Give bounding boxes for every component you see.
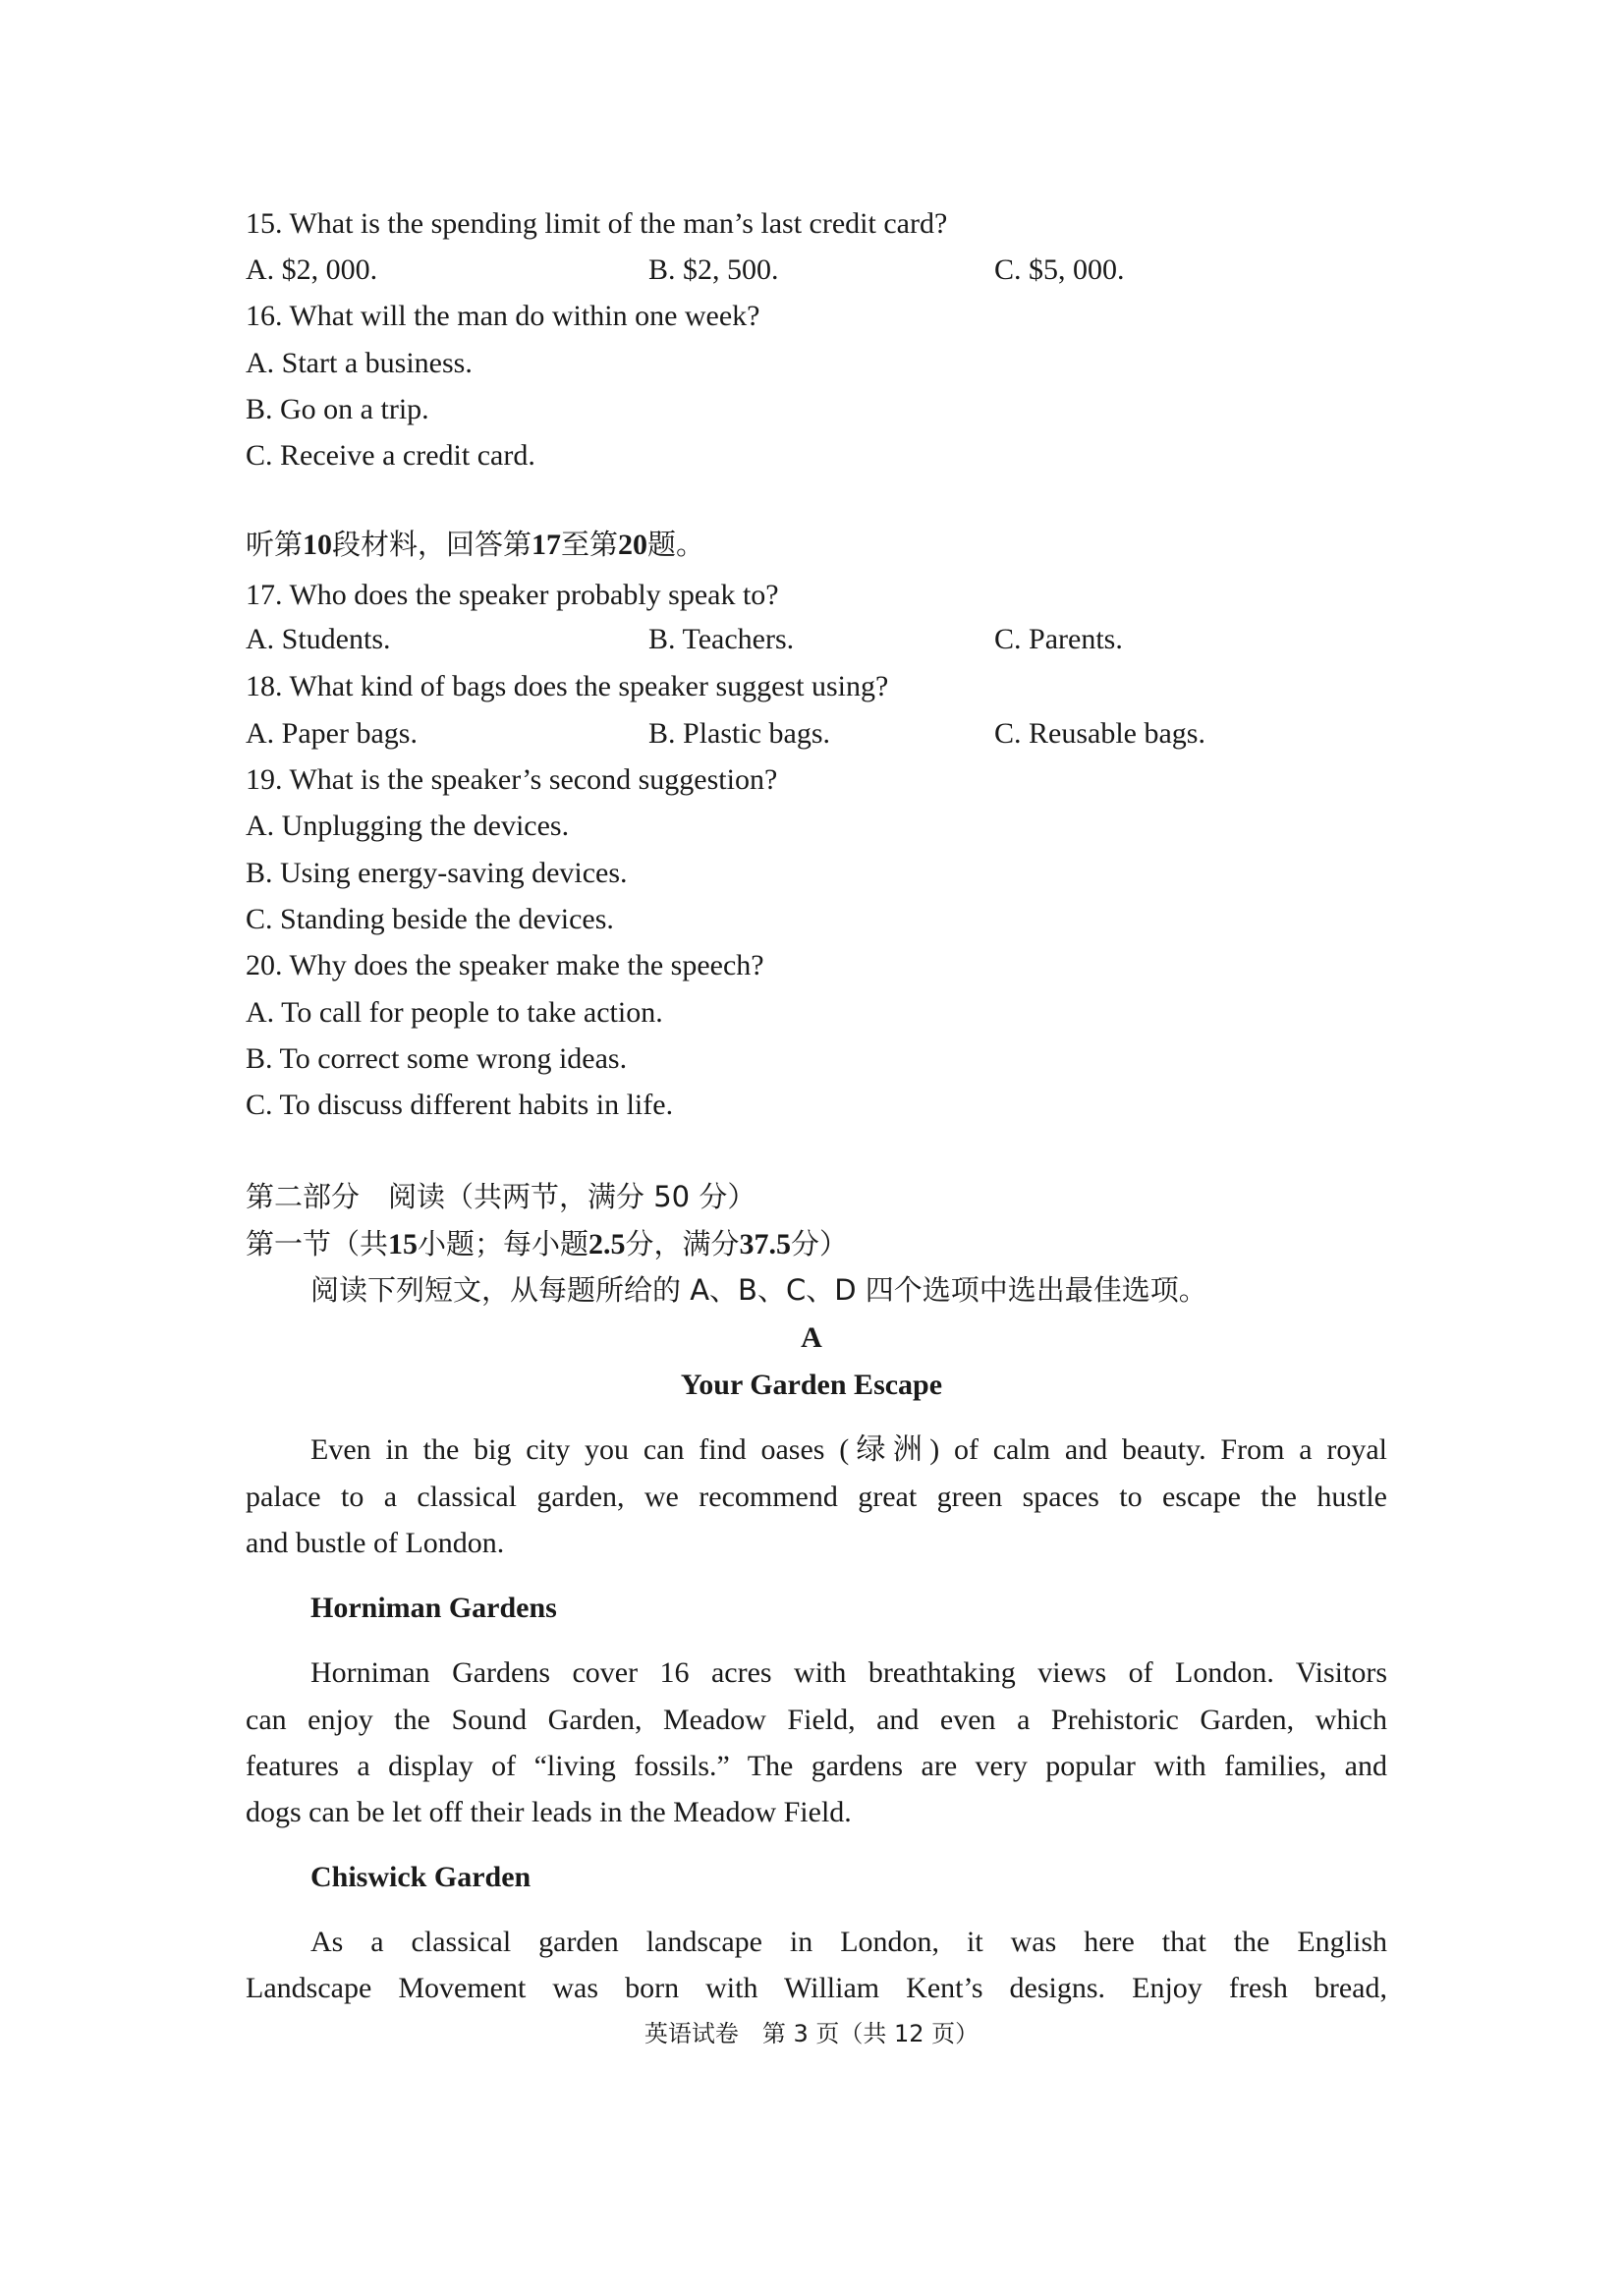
chiswick-heading: Chiswick Garden [310,1861,532,1893]
heading-text: 至第 [561,528,619,561]
section-10-heading [246,527,704,563]
heading-number: 20 [618,529,648,561]
heading-text: 题。 [647,528,705,561]
q18-option-c: C. Reusable bags. [994,717,1205,750]
q19-option-b: B. Using energy-saving devices. [246,857,628,889]
heading-text: 小题；每小题 [418,1227,589,1260]
intro-line-3: and bustle of London. [246,1527,505,1559]
horniman-line-2: can enjoy the Sound Garden, Meadow Field, and even a Prehistoric Garden, which [246,1704,1387,1736]
question-20: 20. Why does the speaker make the speech? [246,949,764,981]
part-two-heading: 第二部分 阅读（共两节，满分 50 分） [246,1180,756,1213]
heading-number: 10 [303,529,333,561]
q20-option-c: C. To discuss different habits in life. [246,1089,674,1121]
heading-text: 分） [791,1227,849,1260]
q18-option-a: A. Paper bags. [246,717,418,750]
q18-option-b: B. Plastic bags. [648,717,830,750]
q15-option-a: A. $2, 000. [246,253,378,286]
q16-option-c: C. Receive a credit card. [246,439,535,472]
heading-text: 段材料，回答第 [332,528,532,561]
q16-option-b: B. Go on a trip. [246,393,429,425]
horniman-line-1: Horniman Gardens cover 16 acres with breathtaking views of London. Visitors [310,1656,1387,1689]
heading-text: 分，满分 [625,1227,740,1260]
passage-letter: A [801,1321,822,1354]
chiswick-line-1: As a classical garden landscape in London, it was here that the English [310,1926,1387,1958]
heading-number: 17 [532,529,562,561]
chiswick-line-2: Landscape Movement was born with William Kent’s designs. Enjoy fresh bread, [246,1972,1387,2004]
question-17: 17. Who does the speaker probably speak to? [246,579,779,611]
q17-option-b: B. Teachers. [648,623,795,655]
q19-option-c: C. Standing beside the devices. [246,903,614,935]
page-footer: 英语试卷 第 3 页（共 12 页） [644,2020,979,2047]
q17-option-c: C. Parents. [994,623,1123,655]
q20-option-b: B. To correct some wrong ideas. [246,1042,628,1075]
heading-text: 第一节（共 [246,1227,389,1260]
heading-number: 37.5 [739,1228,792,1260]
question-19: 19. What is the speaker’s second suggestion? [246,763,778,796]
q20-option-a: A. To call for people to take action. [246,996,663,1029]
q15-option-c: C. $5, 000. [994,253,1125,286]
q16-option-a: A. Start a business. [246,347,473,379]
question-15: 15. What is the spending limit of the man’s last credit card? [246,207,948,240]
intro-line-1: Even in the big city you can find oases (绿洲) of calm and beauty. From a royal [310,1433,1387,1466]
horniman-heading: Horniman Gardens [310,1592,557,1624]
question-18: 18. What kind of bags does the speaker suggest using? [246,670,889,702]
q19-option-a: A. Unplugging the devices. [246,810,570,842]
question-16: 16. What will the man do within one week? [246,300,760,332]
horniman-line-3: features a display of “living fossils.” The gardens are very popular with families, and [246,1750,1387,1782]
passage-title: Your Garden Escape [680,1369,943,1401]
heading-number: 2.5 [588,1228,626,1260]
heading-number: 15 [388,1228,419,1260]
heading-text: 听第 [246,528,304,561]
horniman-line-4: dogs can be let off their leads in the Meadow Field. [246,1796,852,1828]
intro-line-2: palace to a classical garden, we recommend great green spaces to escape the hustle [246,1481,1387,1513]
q17-option-a: A. Students. [246,623,391,655]
q15-option-b: B. $2, 500. [648,253,779,286]
reading-instruction: 阅读下列短文，从每题所给的 A、B、C、D 四个选项中选出最佳选项。 [310,1273,1207,1307]
section-one-heading [246,1226,848,1262]
